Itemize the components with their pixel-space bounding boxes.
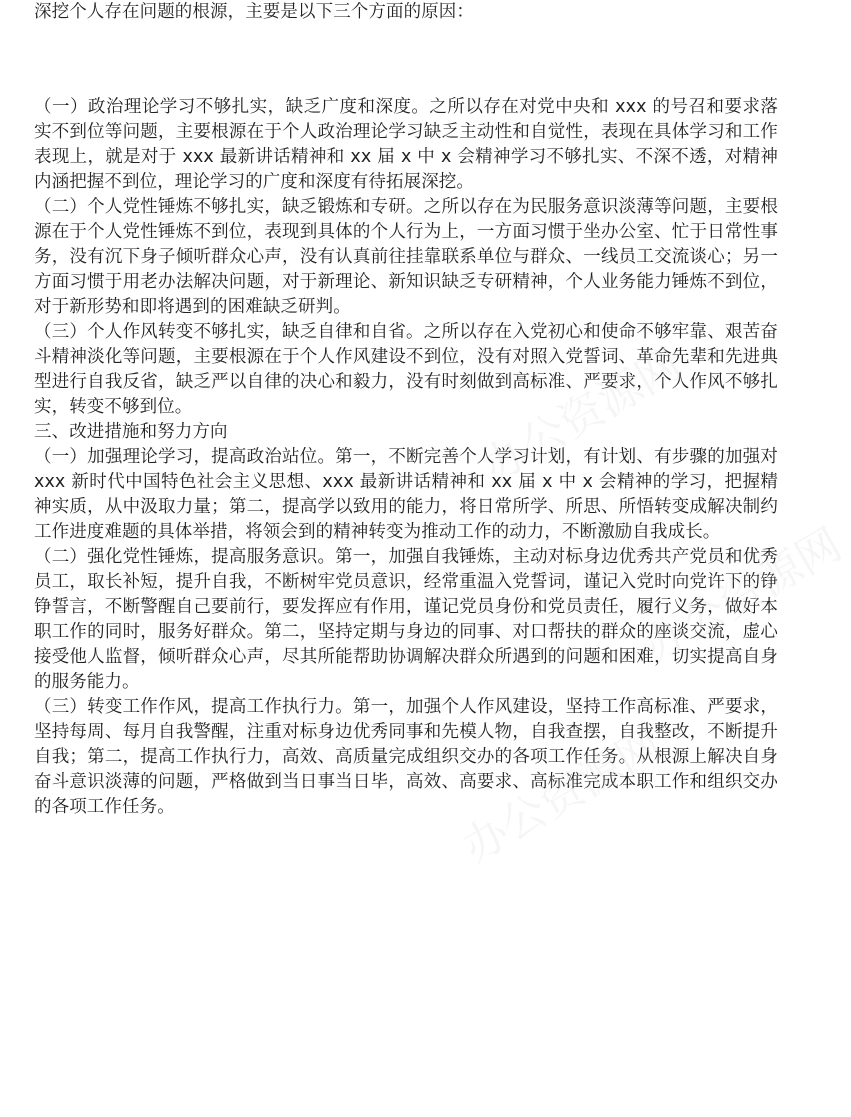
document-body <box>34 0 778 820</box>
intro-line: 深挖个人存在问题的根源，主要是以下三个方面的原因： <box>34 2 474 22</box>
cause-paragraph-3: （三）个人作风转变不够扎实，缺乏自律和自省。之所以存在入党初心和使命不够牢靠、艰苦奋斗精神淡化等问题，主要根源在于个人作风建设不到位，没有对照入党誓词、革命先辈和先进典型进行自我反省，缺乏严以自律的决心和毅力，没有时刻做到高标准、严要求，个人作风不够扎实，转变不够到位。 <box>34 322 778 417</box>
measure-paragraph-3: （三）转变工作作风，提高工作执行力。第一，加强个人作风建设，坚持工作高标准、严要求，坚持每周、每月自我警醒，注重对标身边优秀同事和先模人物，自我查摆，自我整改，不断提升自我；第二，提高工作执行力，高效、高质量完成组织交办的各项工作任务。从根源上解决自身奋斗意识淡薄的问题，严格做到当日事当日毕，高效、高要求、高标准完成本职工作和组织交办的各项工作任务。 <box>34 697 778 817</box>
cause-paragraph-1: （一）政治理论学习不够扎实，缺乏广度和深度。之所以存在对党中央和 xxx 的号召和要求落实不到位等问题，主要根源在于个人政治理论学习缺乏主动性和自觉性，表现在具体学习和工作表现上，就是对于 xxx 最新讲话精神和 xx 届 x 中 x 会精神学习不够扎实、不深不透，对精神内涵把握不到位，理论学习的广度和深度有待拓展深挖。 <box>34 97 778 192</box>
measure-paragraph-2: （二）强化党性锤炼，提高服务意识。第一，加强自我锤炼，主动对标身边优秀共产党员和优秀员工，取长补短，提升自我，不断树牢党员意识，经常重温入党誓词，谨记入党时向党许下的铮铮誓言，不断警醒自己要前行，要发挥应有作用，谨记党员身份和党员责任，履行义务，做好本职工作的同时，服务好群众。第二，坚持定期与身边的同事、对口帮扶的群众的座谈交流，虚心接受他人监督，倾听群众心声，尽其所能帮助协调解决群众所遇到的问题和困难，切实提高自身的服务能力。 <box>34 547 778 692</box>
cause-paragraph-2: （二）个人党性锤炼不够扎实，缺乏锻炼和专研。之所以存在为民服务意识淡薄等问题，主要根源在于个人党性锤炼不到位，表现到具体的个人行为上，一方面习惯于坐办公室、忙于日常性事务，没有沉下身子倾听群众心声，没有认真前往挂靠联系单位与群众、一线员工交流谈心；另一方面习惯于用老办法解决问题，对于新理论、新知识缺乏专研精神，个人业务能力锤炼不到位，对于新形势和即将遇到的困难缺乏研判。 <box>34 197 778 317</box>
watermark-text: 办公资源网 <box>474 338 691 493</box>
measure-paragraph-1: （一）加强理论学习，提高政治站位。第一，不断完善个人学习计划，有计划、有步骤的加强对 xxx 新时代中国特色社会主义思想、xxx 最新讲话精神和 xx 届 x 中 x 会精神的学习，把握精神实质，从中汲取力量；第二，提高学以致用的能力，将日常所学、所思、所悟转变成解决制约工作进度难题的具体举措，将领会到的精神转变为推动工作的动力，不断激励自我成长。 <box>34 447 778 542</box>
watermark-text: 办公资源网 <box>634 518 851 673</box>
section-heading: 三、改进措施和努力方向 <box>34 422 228 442</box>
watermark-text: 办公资源网 <box>454 718 671 873</box>
blank-gap <box>34 25 778 95</box>
